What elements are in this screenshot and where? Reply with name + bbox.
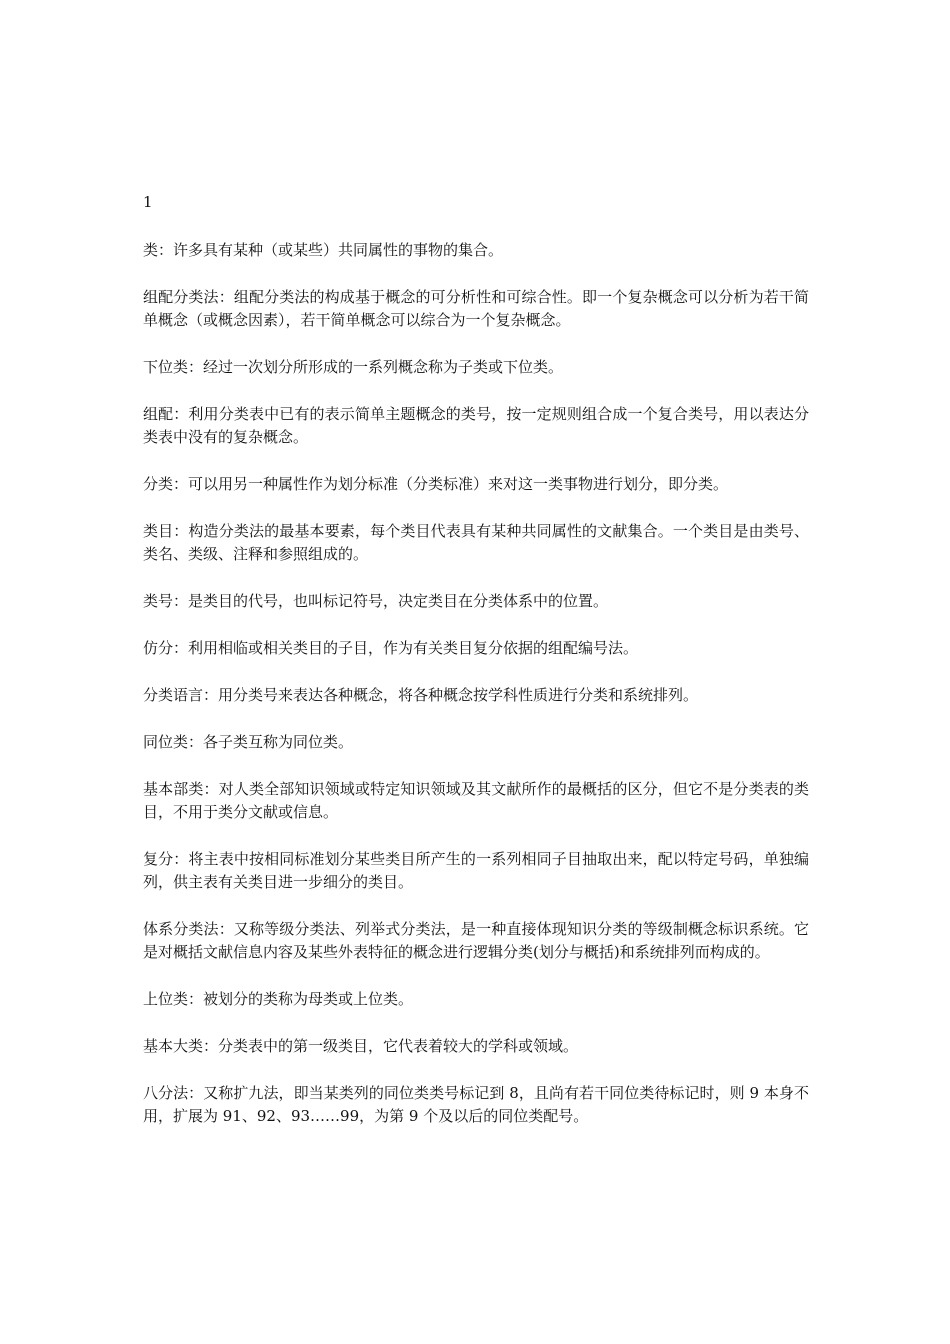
definition-entry: 八分法：又称扩九法，即当某类列的同位类类号标记到 8，且尚有若干同位类待标记时，则 9 本身不用，扩展为 91、92、93……99，为第 9 个及以后的同位类配号。 (143, 1084, 809, 1125)
definition-entry: 类目：构造分类法的最基本要素，每个类目代表具有某种共同属性的文献集合。一个类目是由类号、类名、类级、注释和参照组成的。 (143, 522, 809, 563)
definition-entry: 组配：利用分类表中已有的表示简单主题概念的类号，按一定规则组合成一个复合类号，用以表达分类表中没有的复杂概念。 (143, 405, 809, 446)
definition-entry: 下位类：经过一次划分所形成的一系列概念称为子类或下位类。 (143, 358, 564, 376)
page-number: 1 (143, 193, 153, 211)
definition-entry: 体系分类法：又称等级分类法、列举式分类法，是一种直接体现知识分类的等级制概念标识系统。它是对概括文献信息内容及某些外表特征的概念进行逻辑分类(划分与概括)和系统排列而构成的。 (143, 920, 809, 961)
document-page (143, 192, 809, 1152)
definition-entry: 复分：将主表中按相同标准划分某些类目所产生的一系列相同子目抽取出来，配以特定号码，单独编列，供主表有关类目进一步细分的类目。 (143, 850, 809, 891)
definition-entry: 分类语言：用分类号来表达各种概念，将各种概念按学科性质进行分类和系统排列。 (143, 686, 699, 704)
definition-entry: 基本大类：分类表中的第一级类目，它代表着较大的学科或领域。 (143, 1037, 579, 1055)
definition-entry: 类：许多具有某种（或某些）共同属性的事物的集合。 (143, 241, 504, 259)
definition-entry: 上位类：被划分的类称为母类或上位类。 (143, 990, 414, 1008)
definition-entry: 同位类：各子类互称为同位类。 (143, 733, 354, 751)
definition-entry: 类号：是类目的代号，也叫标记符号，决定类目在分类体系中的位置。 (143, 592, 609, 610)
definition-entry: 分类：可以用另一种属性作为划分标准（分类标准）来对这一类事物进行划分，即分类。 (143, 475, 729, 493)
definition-entry: 仿分：利用相临或相关类目的子目，作为有关类目复分依据的组配编号法。 (143, 639, 639, 657)
definition-entry: 基本部类：对人类全部知识领域或特定知识领域及其文献所作的最概括的区分，但它不是分类表的类目，不用于类分文献或信息。 (143, 780, 809, 821)
definition-entry: 组配分类法：组配分类法的构成基于概念的可分析性和可综合性。即一个复杂概念可以分析为若干简单概念（或概念因素），若干简单概念可以综合为一个复杂概念。 (143, 288, 809, 329)
